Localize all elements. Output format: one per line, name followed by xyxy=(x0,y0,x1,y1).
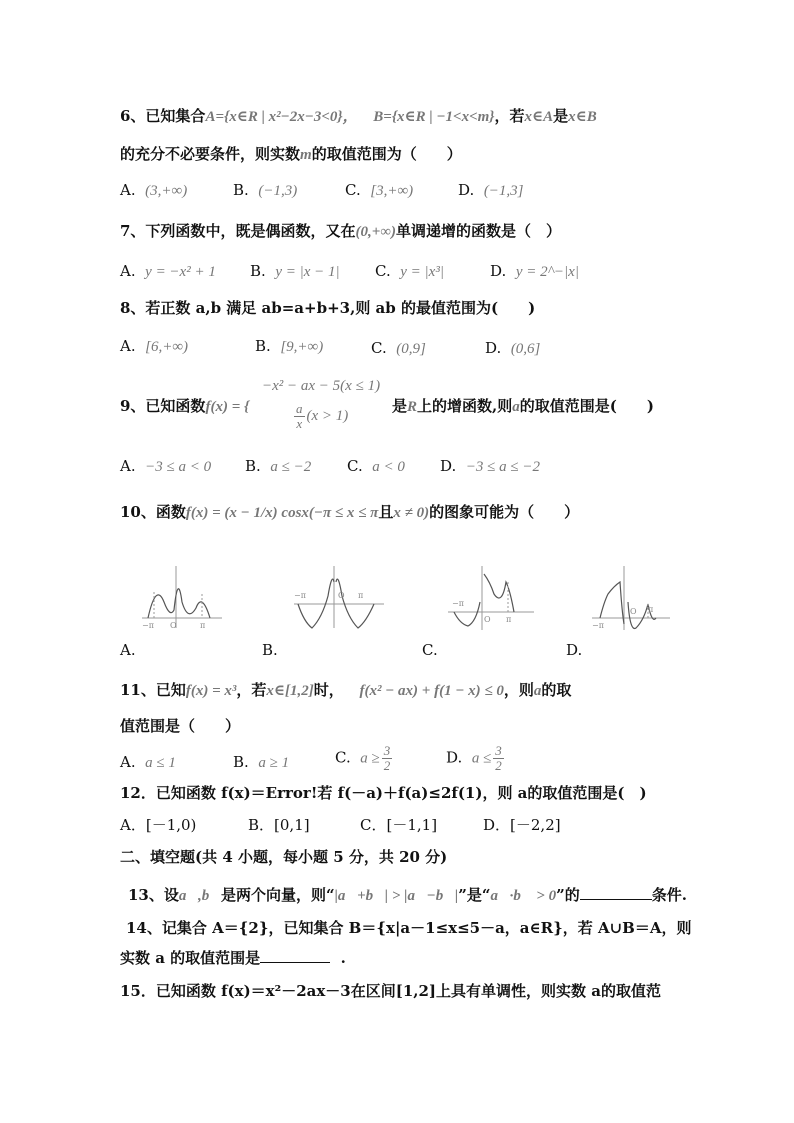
question-9-suffix: 是R上的增函数,则a的取值范围是( ) xyxy=(392,397,654,415)
q8-option-a: A. [6,+∞) xyxy=(120,337,189,355)
q9-option-c: C. a < 0 xyxy=(347,457,405,475)
q7-option-b: B. y = |x − 1| xyxy=(250,262,340,280)
q11-option-a: A. a ≤ 1 xyxy=(120,753,176,771)
graph-c-plot xyxy=(444,562,584,632)
graph-b-plot xyxy=(288,562,428,632)
q9-option-d: D. −3 ≤ a ≤ −2 xyxy=(440,457,541,475)
svg-text:π: π xyxy=(200,621,206,630)
q8-option-d: D. (0,6] xyxy=(485,339,541,357)
question-11-line-2: 值范围是（ ） xyxy=(120,717,241,735)
q12-option-a: A．[－1,0) xyxy=(120,816,197,834)
q9-piece-1: −x² − ax − 5(x ≤ 1) xyxy=(262,378,381,394)
q10-label-b: B. xyxy=(262,641,278,659)
set-a-formula: A={x∈R | x²−2x−3<0}， xyxy=(205,109,358,125)
question-7: 7、下列函数中，既是偶函数，又在(0,+∞)单调递增的函数是（ ） xyxy=(120,222,561,240)
q10-label-c: C. xyxy=(422,641,438,659)
question-11-line-1: 11、已知f(x) = x³，若x∈[1,2]时， f(x² − ax) + f(1 − x) ≤ 0，则a的取 xyxy=(120,681,572,699)
q11-option-c: C. a ≥ $\frac{3}{2}$ xyxy=(335,743,391,773)
question-8: 8、若正数 a,b 满足 ab=a+b+3,则 ab 的最值范围为( ) xyxy=(120,299,536,317)
q8-option-c: C. (0,9] xyxy=(371,339,426,357)
q6-option-c: C. [3,+∞) xyxy=(345,181,414,199)
q13-blank xyxy=(580,885,652,900)
svg-text:O: O xyxy=(170,621,177,630)
svg-text:O: O xyxy=(338,591,345,600)
graph-a-plot xyxy=(140,562,280,632)
q7-option-c: C. y = |x³| xyxy=(375,262,444,280)
q10-formula: f(x) = (x − 1/x) cosx(−π ≤ x ≤ π xyxy=(185,505,379,521)
q6-option-b: B. (−1,3) xyxy=(233,181,298,199)
q11-option-b: B. a ≥ 1 xyxy=(233,753,290,771)
q8-option-b: B. [9,+∞) xyxy=(255,337,324,355)
question-10: 10、函数f(x) = (x − 1/x) cosx(−π ≤ x ≤ π且x ≠ 0)的图象可能为（ ） xyxy=(120,503,580,521)
question-14-line-1: 14、记集合 A＝{2}，已知集合 B＝{x|a－1≤x≤5－a，a∈R}，若 A∪B＝A，则 xyxy=(126,919,692,937)
svg-text:−π: −π xyxy=(294,591,306,600)
q10-label-d: D. xyxy=(566,641,583,659)
section-2-heading: 二、填空题(共 4 小题，每小题 5 分，共 20 分) xyxy=(120,848,448,866)
svg-text:−π: −π xyxy=(142,621,154,630)
q9-option-b: B. a ≤ −2 xyxy=(245,457,312,475)
q10-graph-d xyxy=(590,562,730,632)
question-15: 15．已知函数 f(x)＝x²－2ax－3在区间[1,2]上具有单调性，则实数 a的取值范 xyxy=(120,982,661,1000)
svg-text:−π: −π xyxy=(592,621,604,630)
question-13: 13、设a⃗,b⃗是两个向量，则“|a⃗+b⃗| > |a⃗−b⃗|”是“a⃗·b⃗ > 0”的 条件. xyxy=(128,886,687,904)
q12-option-c: C．[－1,1] xyxy=(360,816,438,834)
q10-graph-b xyxy=(288,562,428,632)
svg-text:O: O xyxy=(630,607,637,616)
svg-text:π: π xyxy=(648,605,654,614)
question-12: 12．已知函数 f(x)＝Error!若 f(－a)＋f(a)≤2f(1)，则 a的取值范围是( ) xyxy=(120,784,647,802)
svg-text:−π: −π xyxy=(452,599,464,608)
q6-option-a: A. (3,+∞) xyxy=(120,181,188,199)
q6-option-d: D. (−1,3] xyxy=(458,181,524,199)
q14-blank xyxy=(260,948,330,963)
q9-piece-2: $\frac{a}{x}$ (x > 1) xyxy=(296,401,349,431)
q10-label-a: A. xyxy=(120,641,136,659)
q10-graph-a xyxy=(140,562,280,632)
svg-text:π: π xyxy=(358,591,364,600)
question-9-prefix: 9、已知函数f(x) = { xyxy=(120,397,250,415)
question-6-line-1: 6、已知集合A={x∈R | x²−2x−3<0}， B={x∈R | −1<x<m}，若x∈A是x∈B xyxy=(120,107,597,125)
q10-graph-c xyxy=(444,562,584,632)
question-6-line-2: 的充分不必要条件，则实数m的取值范围为（ ） xyxy=(120,145,462,163)
q12-option-b: B．[0,1] xyxy=(248,816,310,834)
q7-option-a: A. y = −x² + 1 xyxy=(120,262,216,280)
set-b-formula: B={x∈R | −1<x<m} xyxy=(373,109,495,125)
graph-d-plot xyxy=(590,562,730,632)
svg-text:O: O xyxy=(484,615,491,624)
svg-text:π: π xyxy=(506,615,512,624)
q11-option-d: D. a ≤ $\frac{3}{2}$ xyxy=(446,743,502,773)
q9-option-a: A. −3 ≤ a < 0 xyxy=(120,457,212,475)
q12-option-d: D．[－2,2] xyxy=(483,816,561,834)
question-14-line-2: 实数 a 的取值范围是 . xyxy=(120,949,346,967)
q7-option-d: D. y = 2^−|x| xyxy=(490,262,579,280)
